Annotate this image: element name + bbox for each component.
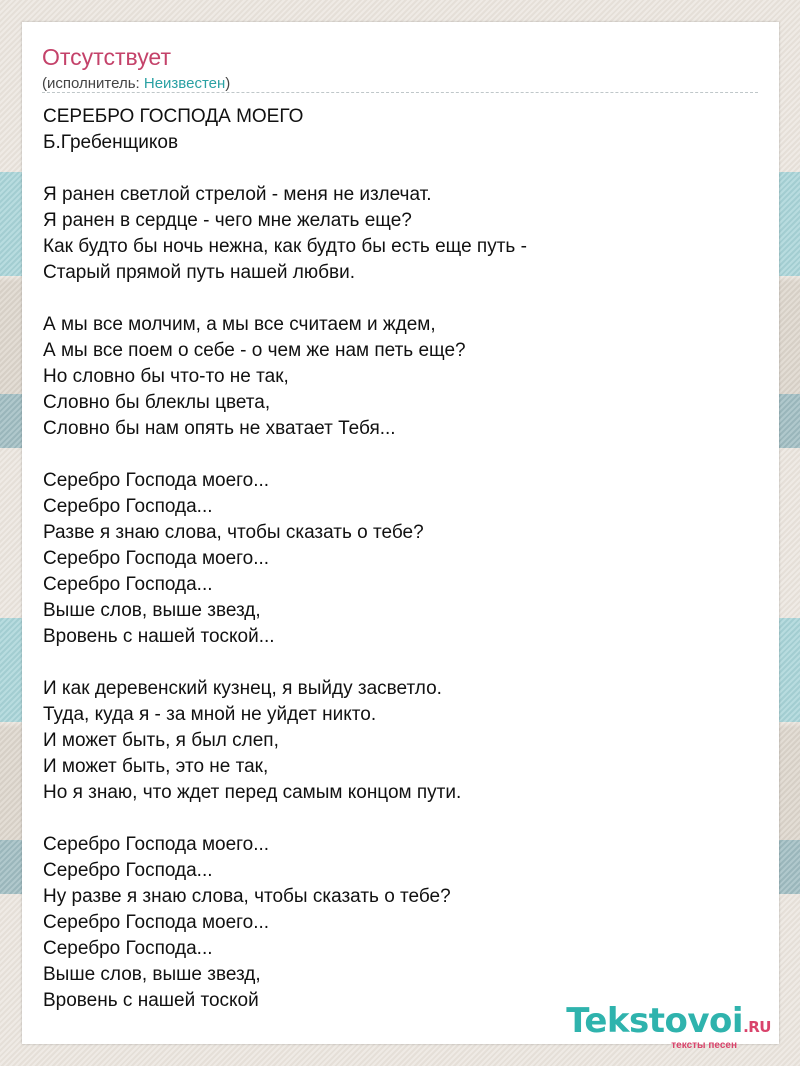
lyric-line: Вровень с нашей тоской... — [43, 626, 275, 647]
artist-suffix: ) — [225, 75, 231, 92]
stanza-gap — [43, 286, 759, 312]
lyric-line: Б.Гребенщиков — [43, 132, 179, 153]
stanza-gap — [43, 650, 759, 676]
lyric-line: Но словно бы что-то не так, — [43, 366, 289, 387]
lyric-line: Серебро Господа... — [43, 496, 213, 517]
lyric-line: Серебро Господа моего... — [43, 912, 270, 933]
lyric-line: Выше слов, выше звезд, — [43, 600, 261, 621]
lyric-line: Туда, куда я - за мной не уйдет никто. — [43, 704, 377, 725]
lyrics-card — [22, 22, 779, 1051]
lyric-line: Серебро Господа... — [43, 938, 213, 959]
song-header — [42, 42, 758, 94]
lyric-line: И как деревенский кузнец, я выйду засветло. — [43, 678, 442, 699]
logo-tagline: тексты песен — [671, 1040, 737, 1051]
site-logo[interactable] — [566, 1002, 771, 1051]
song-title[interactable]: Отсутствует — [42, 44, 171, 70]
lyric-line: Ну разве я знаю слова, чтобы сказать о тебе? — [43, 886, 451, 907]
artist-link[interactable]: Неизвестен — [143, 75, 226, 92]
header-divider — [42, 92, 758, 93]
lyric-line: Но я знаю, что ждет перед самым концом пути. — [43, 782, 462, 803]
lyric-line: Серебро Господа... — [43, 860, 213, 881]
artist-prefix: (исполнитель: — [42, 75, 144, 92]
artist-line — [42, 74, 758, 94]
lyric-line: А мы все поем о себе - о чем же нам петь еще? — [43, 340, 466, 361]
logo-tld: .RU — [743, 1018, 771, 1036]
lyric-line: И может быть, я был слеп, — [43, 730, 279, 751]
lyric-line: Вровень с нашей тоской — [43, 990, 259, 1011]
logo-main-text: Tekstovoi — [566, 1001, 744, 1041]
lyrics-text — [43, 104, 759, 1014]
lyric-line: Словно бы нам опять не хватает Тебя... — [43, 418, 396, 439]
lyric-line: Я ранен светлой стрелой - меня не излечат. — [43, 184, 432, 205]
lyric-line: И может быть, это не так, — [43, 756, 269, 777]
lyric-line: А мы все молчим, а мы все считаем и ждем, — [43, 314, 436, 335]
lyric-line: Серебро Господа моего... — [43, 834, 270, 855]
lyric-line: Как будто бы ночь нежна, как будто бы есть еще путь - — [43, 236, 527, 257]
lyric-line: Я ранен в сердце - чего мне желать еще? — [43, 210, 412, 231]
lyric-line: Серебро Господа... — [43, 574, 213, 595]
lyric-line: Выше слов, выше звезд, — [43, 964, 261, 985]
lyric-line: Серебро Господа моего... — [43, 470, 270, 491]
lyric-line: Словно бы блеклы цвета, — [43, 392, 271, 413]
logo-wordmark — [566, 1002, 771, 1046]
lyric-line: Старый прямой путь нашей любви. — [43, 262, 355, 283]
lyric-line: Разве я знаю слова, чтобы сказать о тебе? — [43, 522, 424, 543]
lyric-line: Серебро Господа моего... — [43, 548, 270, 569]
stanza-gap — [43, 806, 759, 832]
stanza-gap — [43, 442, 759, 468]
stanza-gap — [43, 156, 759, 182]
lyric-line: СЕРЕБРО ГОСПОДА МОЕГО — [43, 106, 304, 127]
